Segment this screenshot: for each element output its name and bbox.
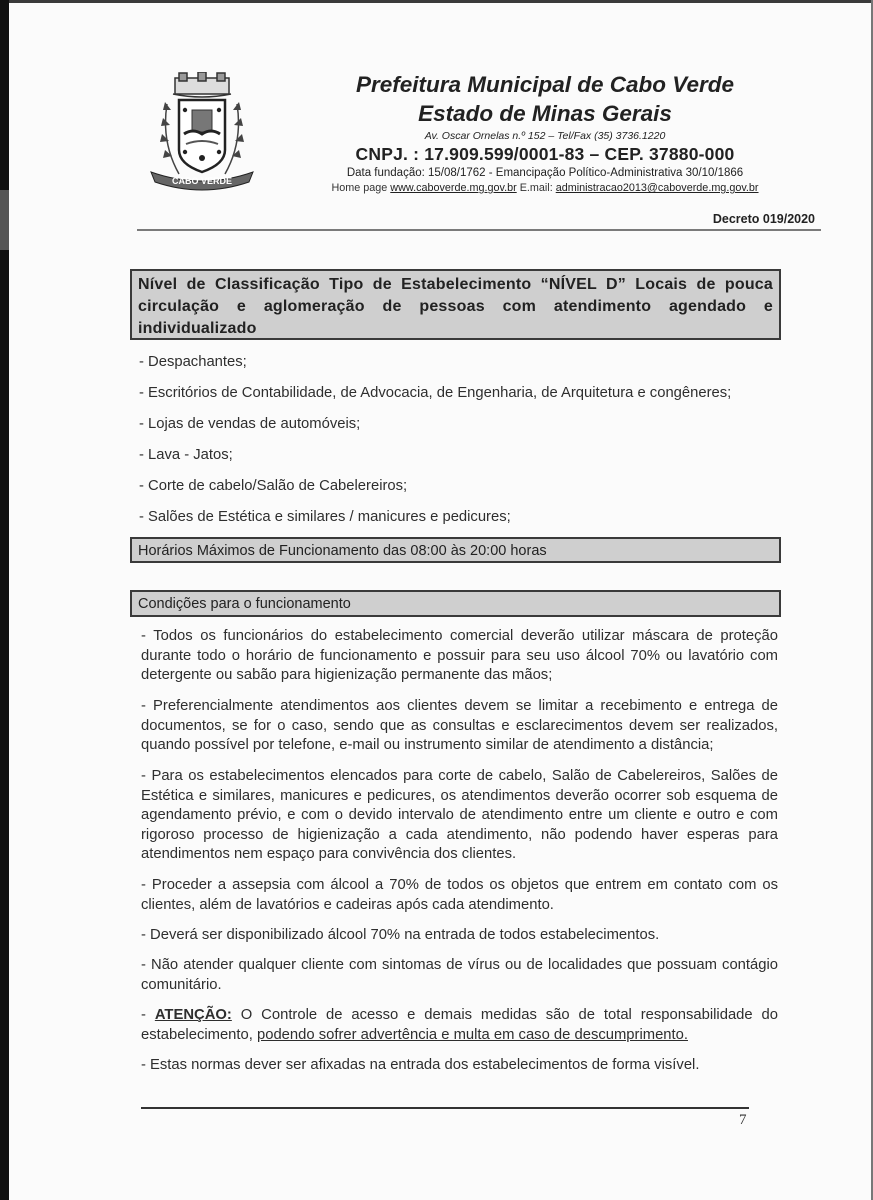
list-item: - Lojas de vendas de automóveis; xyxy=(139,416,361,432)
establishment-list xyxy=(139,350,819,536)
list-item: - Corte de cabelo/Salão de Cabelereiros; xyxy=(139,478,408,494)
homepage-label: Home page xyxy=(331,182,388,194)
classification-heading-box xyxy=(130,269,781,340)
homepage-link[interactable]: www.caboverde.mg.gov.br xyxy=(390,182,517,194)
cnpj-line: CNPJ. : 17.909.599/0001-83 – CEP. 37880-000 xyxy=(355,144,735,164)
scan-border-top xyxy=(9,0,873,3)
conditions-heading: Condições para o funcionamento xyxy=(138,596,351,612)
attention-text: O Controle de acesso e demais medidas são de total responsabilidade do estabelecimento, xyxy=(141,1007,778,1043)
attention-paragraph xyxy=(141,1006,778,1045)
list-item: - Lava - Jatos; xyxy=(139,447,233,463)
decree-number: Decreto 019/2020 xyxy=(712,212,815,226)
condition-paragraph: - Todos os funcionários do estabelecimento comercial deverão utilizar máscara de proteção durante todo o horário de funcionamento e possuir para seu uso álcool 70% ou lavatório com detergente ou sabão para higienização permanente das mãos; xyxy=(141,628,778,683)
crown-icon xyxy=(173,72,231,97)
page-number: 7 xyxy=(739,1112,747,1128)
condition-paragraph: - Preferencialmente atendimentos aos clientes devem se limitar a recebimento e entrega de documentos, se for o caso, sendo que as consultas e esclarecimentos devem ser realizados, quando possível por telefone, e-mail ou instrumento similar de atendimento a distância; xyxy=(141,698,778,753)
attention-prefix: - xyxy=(141,1007,155,1023)
banner-text: CABO VERDE xyxy=(171,176,233,186)
attention-label: ATENÇÃO: xyxy=(154,1007,232,1023)
footer-divider xyxy=(141,1107,749,1109)
email-label: E.mail: xyxy=(519,182,553,194)
classification-heading: Nível de Classificação Tipo de Estabelecimento “NÍVEL D” Locais de pouca circulação e aglomeração de pessoas com atendimento agendado e individualizado xyxy=(138,276,773,337)
list-item: - Despachantes; xyxy=(139,354,247,370)
email-link[interactable]: administracao2013@caboverde.mg.gov.br xyxy=(555,182,759,194)
scan-artifact xyxy=(0,190,9,250)
condition-paragraph: - Para os estabelecimentos elencados para corte de cabelo, Salão de Cabelereiros, Salões de Estética e similares, manicures e pedicures, os atendimentos deverão ocorrer sob esquema de agendamento prévio, e com o devido intervalo de atendimento entre um cliente e outro e com rigoroso processo de higienização a cada atendimento, não podendo haver esperas para atendimentos nem espaço para convivência dos clientes. xyxy=(141,768,778,862)
header-divider xyxy=(137,229,821,231)
list-item: - Escritórios de Contabilidade, de Advocacia, de Engenharia, de Arquitetura e congêneres; xyxy=(139,385,732,401)
state-title: Estado de Minas Gerais xyxy=(418,101,672,126)
condition-paragraph: - Não atender qualquer cliente com sintomas de vírus ou de localidades que possuam contágio comunitário. xyxy=(141,957,778,993)
contact-line xyxy=(270,182,820,194)
list-item: - Salões de Estética e similares / manicures e pedicures; xyxy=(139,509,511,525)
hours-heading: Horários Máximos de Funcionamento das 08:00 às 20:00 horas xyxy=(138,543,547,559)
municipality-title: Prefeitura Municipal de Cabo Verde xyxy=(355,72,734,97)
hours-heading-box xyxy=(130,537,781,563)
condition-paragraph: - Proceder a assepsia com álcool a 70% de todos os objetos que entrem em contato com os clientes, além de lavatórios e cadeiras após cada atendimento. xyxy=(141,877,778,913)
final-note: - Estas normas dever ser afixadas na entrada dos estabelecimentos de forma visível. xyxy=(141,1057,700,1073)
coat-of-arms-logo xyxy=(143,72,261,192)
attention-penalty: podendo sofrer advertência e multa em caso de descumprimento. xyxy=(256,1026,688,1043)
scan-border-left xyxy=(0,0,9,1200)
condition-paragraph: - Deverá ser disponibilizado álcool 70% na entrada de todos estabelecimentos. xyxy=(141,927,660,943)
address-line: Av. Oscar Ornelas n.º 152 – Tel/Fax (35) 3736.1220 xyxy=(424,130,666,142)
conditions-heading-box xyxy=(130,590,781,617)
founding-dates-line: Data fundação: 15/08/1762 - Emancipação Político-Administrativa 30/10/1866 xyxy=(346,167,744,179)
